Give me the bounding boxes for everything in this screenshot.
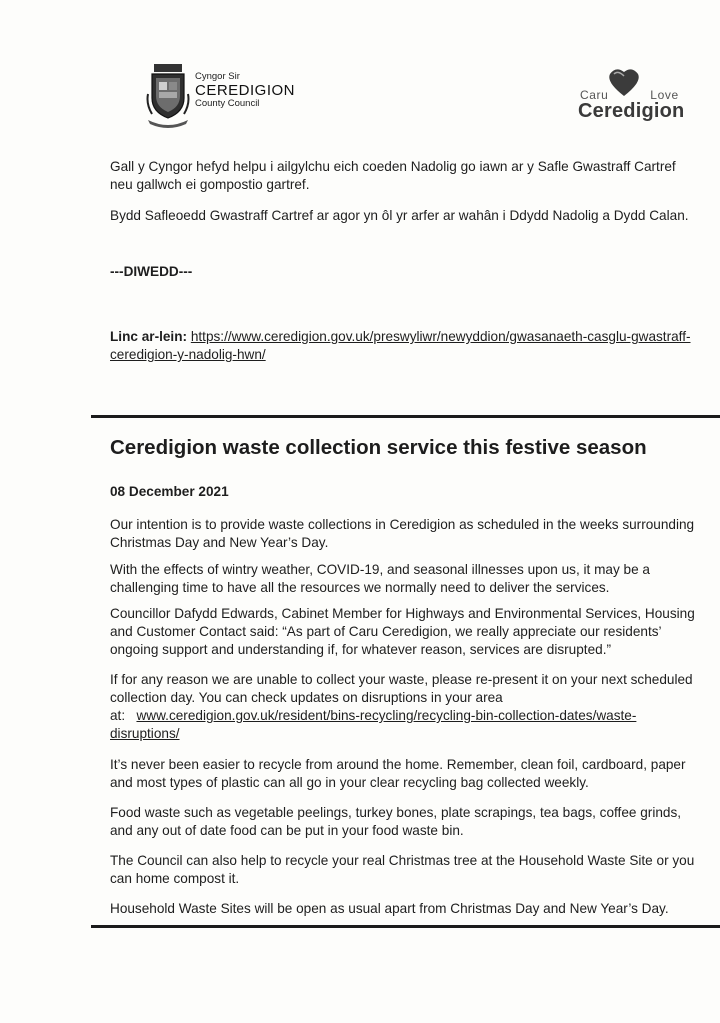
section-divider-top	[91, 415, 720, 418]
link-label: Linc ar-lein:	[110, 329, 188, 344]
welsh-paragraph-1: Gall y Cyngor hefyd helpu i ailgylchu eich coeden Nadolig go iawn ar y Safle Gwastraff Cartref neu gallwch ei gompostio gartref.	[110, 159, 676, 192]
council-line-2: CEREDIGION	[195, 81, 296, 99]
end-marker: ---DIWEDD---	[110, 264, 193, 279]
paragraph-4: If for any reason we are unable to collect your waste, please re-present it on your next scheduled collection day. You can check updates on disruptions in your area at: www.ceredigion.gov.uk/resident/bins-recycling/recycling-bin-collection-dates/waste- disruptions/	[110, 672, 693, 741]
waste-disruptions-link-cont[interactable]: disruptions/	[110, 726, 180, 741]
article-date: 08 December 2021	[110, 484, 229, 499]
caru-ceredigion-wordmark: Ceredigion	[578, 100, 685, 122]
paragraph-8: Household Waste Sites will be open as usual apart from Christmas Day and New Year’s Day.	[110, 901, 669, 916]
paragraph-6: Food waste such as vegetable peelings, turkey bones, plate scrapings, tea bags, coffee grinds, and any out of date food can be put in your food waste bin.	[110, 805, 682, 838]
council-name-block	[195, 72, 295, 108]
paragraph-3-quote: Councillor Dafydd Edwards, Cabinet Member for Highways and Environmental Services, Housing and Customer Contact said: “As part of Caru Ceredigion, we really appreciate our residents’ ongoing support and understanding if, for whatever reason, services are disrupted.”	[110, 606, 695, 657]
paragraph-1: Our intention is to provide waste collections in Ceredigion as scheduled in the weeks surrounding Christmas Day and New Year’s Day.	[110, 517, 695, 550]
council-crest-logo	[146, 64, 190, 130]
caru-text: Caru	[580, 88, 609, 102]
paragraph-2: With the effects of wintry weather, COVID-19, and seasonal illnesses upon us, it may be a challenging time to have all the resources we normally need to deliver the services.	[110, 562, 650, 595]
section-divider-bottom	[91, 925, 720, 928]
welsh-news-link[interactable]: https://www.ceredigion.gov.uk/preswyliwr/newyddion/gwasanaeth-casglu-gwastraff-	[190, 329, 691, 344]
council-line-3: County Council	[195, 97, 260, 109]
paragraph-7: The Council can also help to recycle your real Christmas tree at the Household Waste Site or you can home compost it.	[110, 853, 695, 886]
love-text: Love	[650, 88, 679, 102]
paragraph-5: It’s never been easier to recycle from around the home. Remember, clean foil, cardboard, paper and most types of plastic can all go in your clear recycling bag collected weekly.	[110, 757, 686, 790]
article-title: Ceredigion waste collection service this festive season	[110, 436, 647, 459]
welsh-paragraph-2: Bydd Safleoedd Gwastraff Cartref ar agor yn ôl yr arfer ar wahân i Ddydd Nadolig a Dydd Calan.	[110, 208, 689, 223]
welsh-news-link-cont[interactable]: ceredigion-y-nadolig-hwn/	[110, 347, 266, 362]
welsh-online-link-block	[110, 328, 691, 364]
waste-disruptions-link[interactable]: www.ceredigion.gov.uk/resident/bins-recycling/recycling-bin-collection-dates/waste-	[136, 708, 637, 723]
council-line-1: Cyngor Sir	[195, 71, 240, 82]
